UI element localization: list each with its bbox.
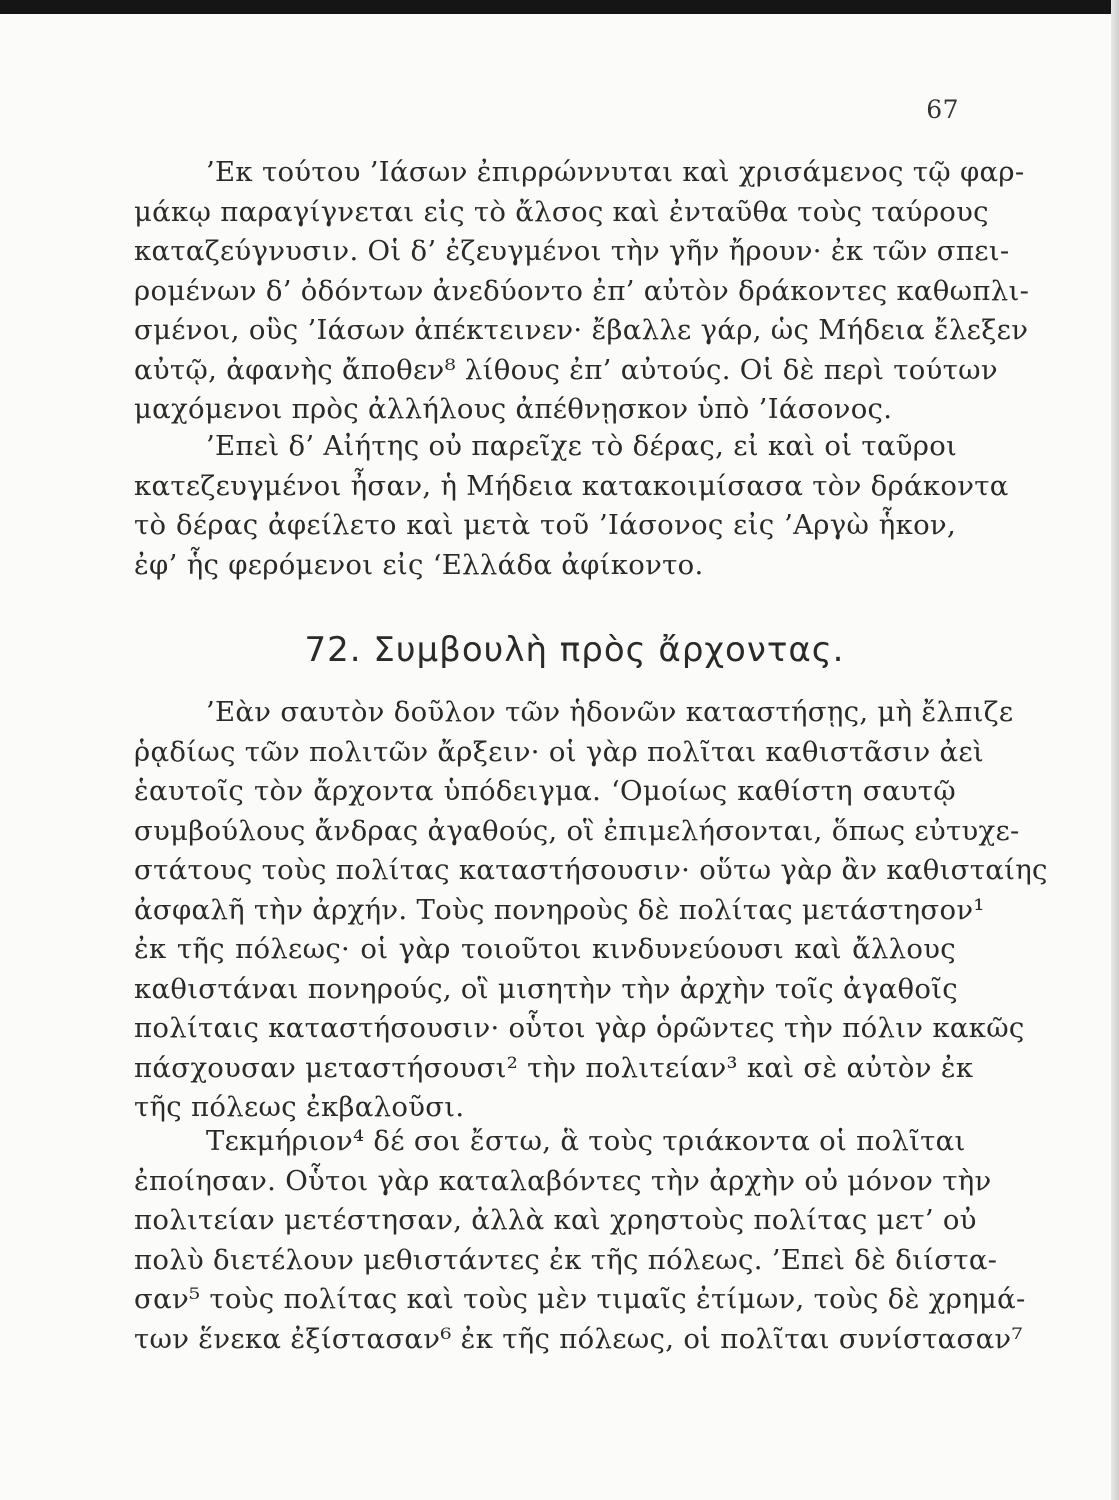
text-line: σαν⁵ τοὺς πολίτας καὶ τοὺς μὲν τιμαῖς ἐτίμων, τοὺς δὲ χρημά- bbox=[134, 1283, 1026, 1315]
text-line: μαχόμενοι πρὸς ἀλλήλους ἀπέθνῃσκον ὑπὸ ’Ιάσονος. bbox=[134, 393, 893, 425]
paragraph-4 bbox=[134, 1122, 1026, 1359]
text-line: ’Εὰν σαυτὸν δοῦλον τῶν ἡδονῶν καταστήσῃς, μὴ ἔλπιζε bbox=[206, 696, 1014, 728]
text-line: τὸ δέρας ἀφείλετο καὶ μετὰ τοῦ ’Ιάσονος εἰς ’Αργὼ ἧκον, bbox=[134, 509, 956, 541]
text-line: συμβούλους ἄνδρας ἀγαθούς, οἳ ἐπιμελήσονται, ὅπως εὐτυχε- bbox=[134, 814, 1020, 847]
scan-top-edge bbox=[0, 0, 1119, 14]
text-line: ’Επεὶ δ’ Αἰήτης οὐ παρεῖχε τὸ δέρας, εἰ καὶ οἱ ταῦροι bbox=[206, 430, 958, 462]
text-line: Τεκμήριον⁴ δέ σοι ἔστω, ἃ τοὺς τριάκοντα οἱ πολῖται bbox=[206, 1125, 966, 1157]
text-line: ρομένων δ’ ὀδόντων ἀνεδύοντο ἐπ’ αὐτὸν δράκοντες καθωπλι- bbox=[134, 274, 1030, 307]
text-line: καθιστάναι πονηρούς, οἳ μισητὴν τὴν ἀρχὴν τοῖς ἀγαθοῖς bbox=[134, 972, 958, 1005]
text-line: αὐτῷ, ἀφανὴς ἄποθεν⁸ λίθους ἐπ’ αὐτούς. Οἱ δὲ περὶ τούτων bbox=[134, 353, 998, 386]
text-line: ῥᾳδίως τῶν πολιτῶν ἄρξειν· οἱ γὰρ πολῖται καθιστᾶσιν ἀεὶ bbox=[134, 735, 985, 768]
text-line: πολιτείαν μετέστησαν, ἀλλὰ καὶ χρηστοὺς πολίτας μετ’ οὐ bbox=[134, 1204, 977, 1236]
text-line: μάκῳ παραγίγνεται εἰς τὸ ἄλσος καὶ ἐνταῦθα τοὺς ταύρους bbox=[134, 195, 989, 228]
text-line: καταζεύγνυσιν. Οἱ δ’ ἐζευγμένοι τὴν γῆν ἤρουν· ἐκ τῶν σπει- bbox=[134, 235, 1010, 267]
text-line: πολὺ διετέλουν μεθιστάντες ἐκ τῆς πόλεως. ’Επεὶ δὲ διίστα- bbox=[134, 1243, 998, 1276]
text-line: στάτους τοὺς πολίτας καταστήσουσιν· οὕτω γὰρ ἂν καθισταίης bbox=[134, 854, 1048, 886]
text-line: πολίταις καταστήσουσιν· οὗτοι γὰρ ὁρῶντες τὴν πόλιν κακῶς bbox=[134, 1012, 1025, 1044]
paragraph-1 bbox=[134, 153, 1030, 430]
scan-right-edge bbox=[1111, 0, 1119, 1500]
text-line: ἐφ’ ἧς φερόμενοι εἰς ‘Ελλάδα ἀφίκοντο. bbox=[134, 548, 704, 581]
text-line: ἀσφαλῆ τὴν ἀρχήν. Τοὺς πονηροὺς δὲ πολίτας μετάστησον¹ bbox=[134, 893, 985, 926]
text-line: ἐκ τῆς πόλεως· οἱ γὰρ τοιοῦτοι κινδυνεύουσι καὶ ἄλλους bbox=[134, 933, 956, 965]
page-number: 67 bbox=[926, 95, 959, 124]
section-heading: 72. Συμβουλὴ πρὸς ἄρχοντας. bbox=[304, 630, 845, 670]
text-line: ’Εκ τούτου ’Ιάσων ἐπιρρώννυται καὶ χρισάμενος τῷ φαρ- bbox=[206, 156, 1025, 188]
text-line: ἑαυτοῖς τὸν ἄρχοντα ὑπόδειγμα. ‘Ομοίως καθίστη σαυτῷ bbox=[134, 775, 956, 807]
paragraph-3 bbox=[134, 693, 1048, 1128]
paragraph-2 bbox=[134, 427, 1009, 585]
text-line: πάσχουσαν μεταστήσουσι² τὴν πολιτείαν³ καὶ σὲ αὐτὸν ἐκ bbox=[134, 1051, 974, 1084]
text-line: των ἕνεκα ἐξίστασαν⁶ ἐκ τῆς πόλεως, οἱ πολῖται συνίστασαν⁷ bbox=[134, 1322, 1023, 1355]
text-line: ἐποίησαν. Οὗτοι γὰρ καταλαβόντες τὴν ἀρχὴν οὐ μόνον τὴν bbox=[134, 1164, 992, 1197]
text-line: σμένοι, οὓς ’Ιάσων ἀπέκτεινεν· ἔβαλλε γάρ, ὡς Μήδεια ἔλεξεν bbox=[134, 314, 1029, 346]
text-line: τῆς πόλεως ἐκβαλοῦσι. bbox=[134, 1091, 465, 1123]
text-line: κατεζευγμένοι ἦσαν, ἡ Μήδεια κατακοιμίσασα τὸν δράκοντα bbox=[134, 469, 1009, 502]
